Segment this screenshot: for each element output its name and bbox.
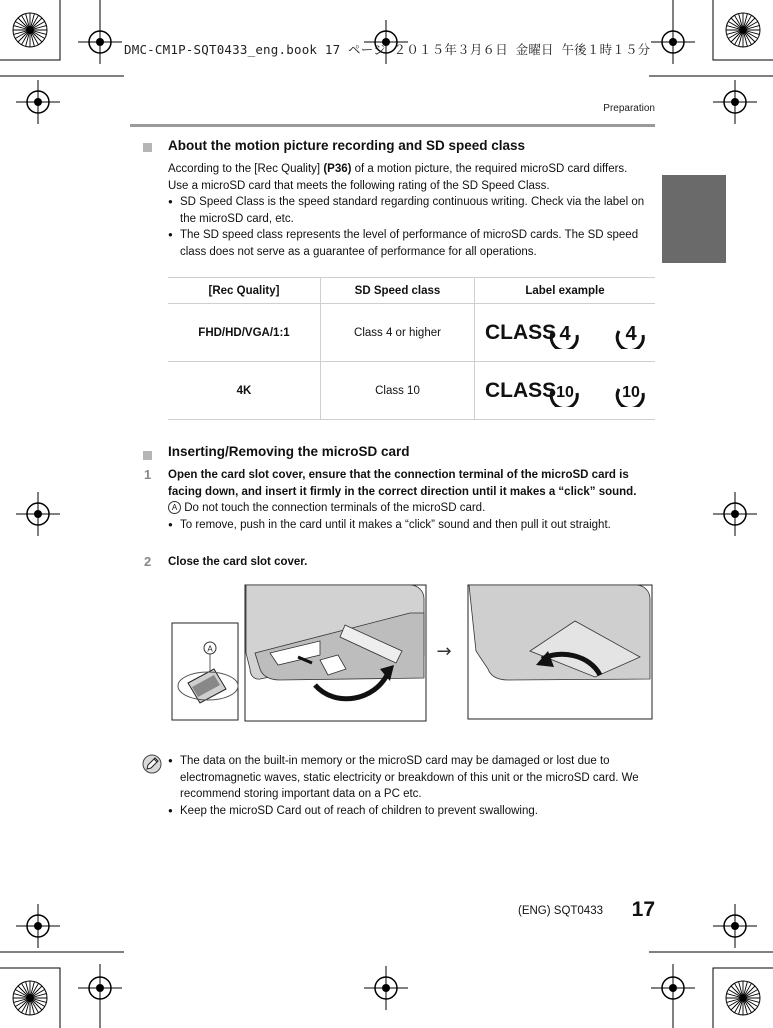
- section1-bullet: ● The SD speed class represents the level of performance of microSD cards. The SD speed class does not serve as a guarantee of performance for all operations.: [168, 227, 648, 260]
- table-header-cell: SD Speed class: [320, 278, 474, 304]
- step1-text: Open the card slot cover, ensure that the connection terminal of the microSD card is facing down, and insert it firmly in the correct direction until it makes a “click” sound.: [168, 469, 637, 498]
- chapter-tab: [662, 175, 726, 263]
- step1-bullet: ● To remove, push in the card until it makes a “click” sound and then pull it out straight.: [168, 517, 654, 534]
- note-pencil-icon: [142, 754, 162, 774]
- class-logo-number: 4: [559, 323, 571, 345]
- table-header-cell: Label example: [475, 278, 656, 304]
- section-label: Preparation: [603, 103, 655, 114]
- flow-arrow-icon: →: [436, 641, 452, 662]
- step1: [168, 467, 654, 533]
- class4-logo-icon: [475, 313, 655, 349]
- note-bullet: ● The data on the built-in memory or the microSD card may be damaged or lost due to electromagnetic waves, static electricity or breakdown of this unit or the microSD card. We recommend storing important data on a PC etc.: [168, 753, 656, 803]
- table-row: [168, 304, 655, 362]
- section1-title: About the motion picture recording and SD speed class: [168, 138, 526, 153]
- rec-quality-cell: 4K: [168, 362, 320, 420]
- table-header-cell: [Rec Quality]: [168, 278, 320, 304]
- footer-code: (ENG) SQT0433: [518, 905, 603, 917]
- section2-heading: [143, 447, 152, 465]
- table-header-row: [168, 278, 655, 304]
- class10-logo-icon: [475, 371, 655, 407]
- section1-bullet: ● SD Speed Class is the speed standard regarding continuous writing. Check via the label on the microSD card, etc.: [168, 194, 648, 227]
- section1-intro: According to the [Rec Quality] (P36) of a motion picture, the required microSD card differs. Use a microSD card that meets the following rating of the SD Speed Class.: [168, 163, 628, 192]
- section2-title: Inserting/Removing the microSD card: [168, 444, 410, 459]
- page-number: 17: [631, 898, 655, 921]
- section-square-icon: [143, 451, 152, 460]
- class-logo-number: 10: [556, 384, 574, 401]
- card-insert-illustration: [170, 583, 654, 723]
- speed-class-table: [168, 277, 655, 420]
- step1-note: A Do not touch the connection terminals of the microSD card.: [168, 500, 654, 517]
- notes: [168, 753, 656, 819]
- step2-text: Close the card slot cover.: [168, 556, 308, 568]
- label-example-cell: [475, 362, 656, 420]
- header-rule: [130, 124, 655, 127]
- class-logo-number: 4: [625, 323, 637, 345]
- marker-a-icon: A: [168, 501, 181, 514]
- marker-a-icon: A: [207, 644, 213, 654]
- class-logo-word: CLASS: [485, 379, 557, 402]
- section1-heading: [143, 139, 152, 157]
- print-header: DMC-CM1P-SQT0433_eng.book 17 ページ ２０１５年３月６日 金曜日 午後１時１５分: [124, 42, 651, 57]
- section-square-icon: [143, 143, 152, 152]
- step-number: 1: [144, 467, 152, 482]
- section1-body: [168, 161, 648, 260]
- label-example-cell: [475, 304, 656, 362]
- step-number: 2: [144, 554, 152, 569]
- note-bullet: ● Keep the microSD Card out of reach of children to prevent swallowing.: [168, 803, 656, 820]
- class-logo-number: 10: [622, 384, 640, 401]
- class-logo-word: CLASS: [485, 321, 557, 344]
- rec-quality-cell: FHD/HD/VGA/1:1: [168, 304, 320, 362]
- page-reference: (P36): [323, 163, 352, 175]
- speed-class-cell: Class 4 or higher: [320, 304, 474, 362]
- table-row: [168, 362, 655, 420]
- speed-class-cell: Class 10: [320, 362, 474, 420]
